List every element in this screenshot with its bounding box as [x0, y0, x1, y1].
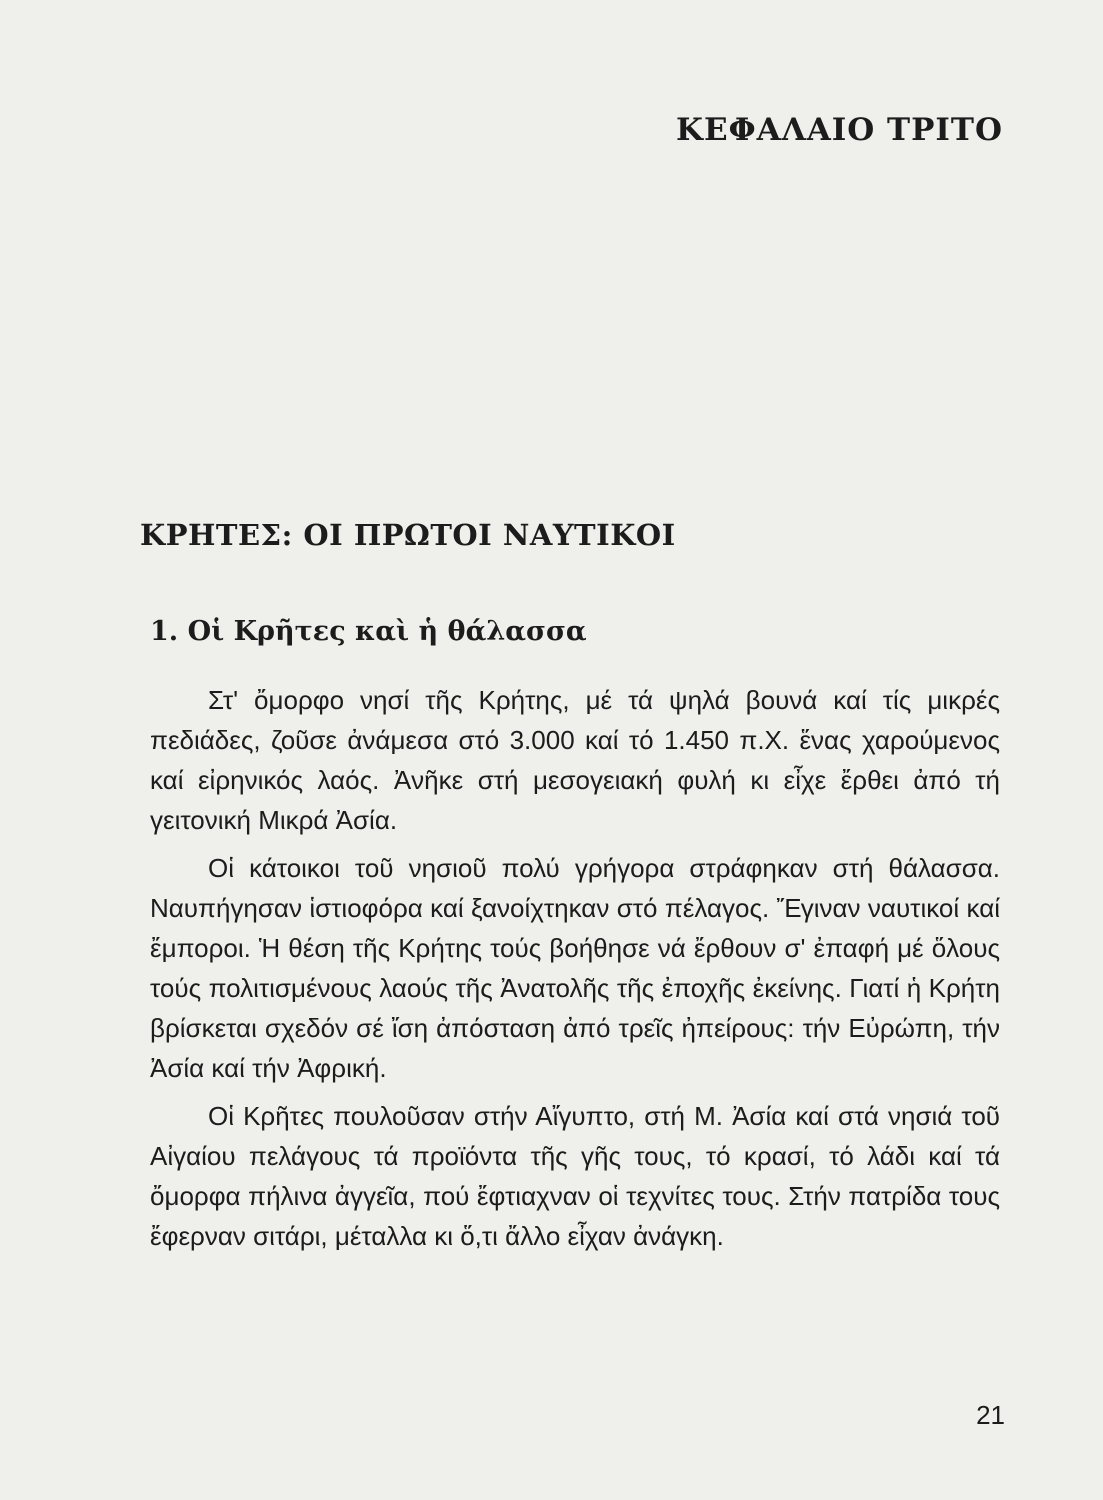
paragraph: Στ' ὄμορφο νησί τῆς Κρήτης, μέ τά ψηλά βουνά καί τίς μικρές πεδιάδες, ζοῦσε ἀνάμεσα στό 3.000 καί τό 1.450 π.Χ. ἕνας χαρούμενος καί εἰρηνικός λαός. Ἀνῆκε στή μεσογειακή φυλή κι εἶχε ἔρθει ἀπό τή γειτονική Μικρά Ἀσία.	[150, 685, 1000, 835]
paragraph: Οἱ κάτοικοι τοῦ νησιοῦ πολύ γρήγορα στράφηκαν στή θάλασσα. Ναυπήγησαν ἱστιοφόρα καί ξανοίχτηκαν στό πέλαγος. Ἔγιναν ναυτικοί καί ἔμποροι. Ἡ θέση τῆς Κρήτης τούς βοήθησε νά ἔρθουν σ' ἐπαφή μέ ὅλους τούς πολιτισμένους λαούς τῆς Ἀνατολῆς τῆς ἐποχῆς ἐκείνης. Γιατί ἡ Κρήτη βρίσκεται σχεδόν σέ ἴση ἀπόσταση ἀπό τρεῖς ἠπείρους: τήν Εὐρώπη, τήν Ἀσία καί τήν Ἀφρική.	[150, 853, 1000, 1083]
subsection-title: 1. Οἱ Κρῆτες καὶ ἡ θάλασσα	[150, 616, 587, 647]
page-number: 21	[976, 1400, 1005, 1430]
paragraph: Οἱ Κρῆτες πουλοῦσαν στήν Αἴγυπτο, στή Μ. Ἀσία καί στά νησιά τοῦ Αἰγαίου πελάγους τά προϊόντα τῆς γῆς τους, τό κρασί, τό λάδι καί τά ὄμορφα πήλινα ἀγγεῖα, πού ἔφτιαχναν οἱ τεχνίτες τους. Στήν πατρίδα τους ἔφερναν σιτάρι, μέταλλα κι ὅ,τι ἄλλο εἶχαν ἀνάγκη.	[150, 1101, 1000, 1251]
section-title: ΚΡΗΤΕΣ: ΟΙ ΠΡΩΤΟΙ ΝΑΥΤΙΚΟΙ	[140, 518, 676, 552]
body-text	[150, 680, 1000, 1264]
chapter-title: ΚΕΦΑΛΑΙΟ ΤΡΙΤΟ	[676, 112, 1003, 148]
